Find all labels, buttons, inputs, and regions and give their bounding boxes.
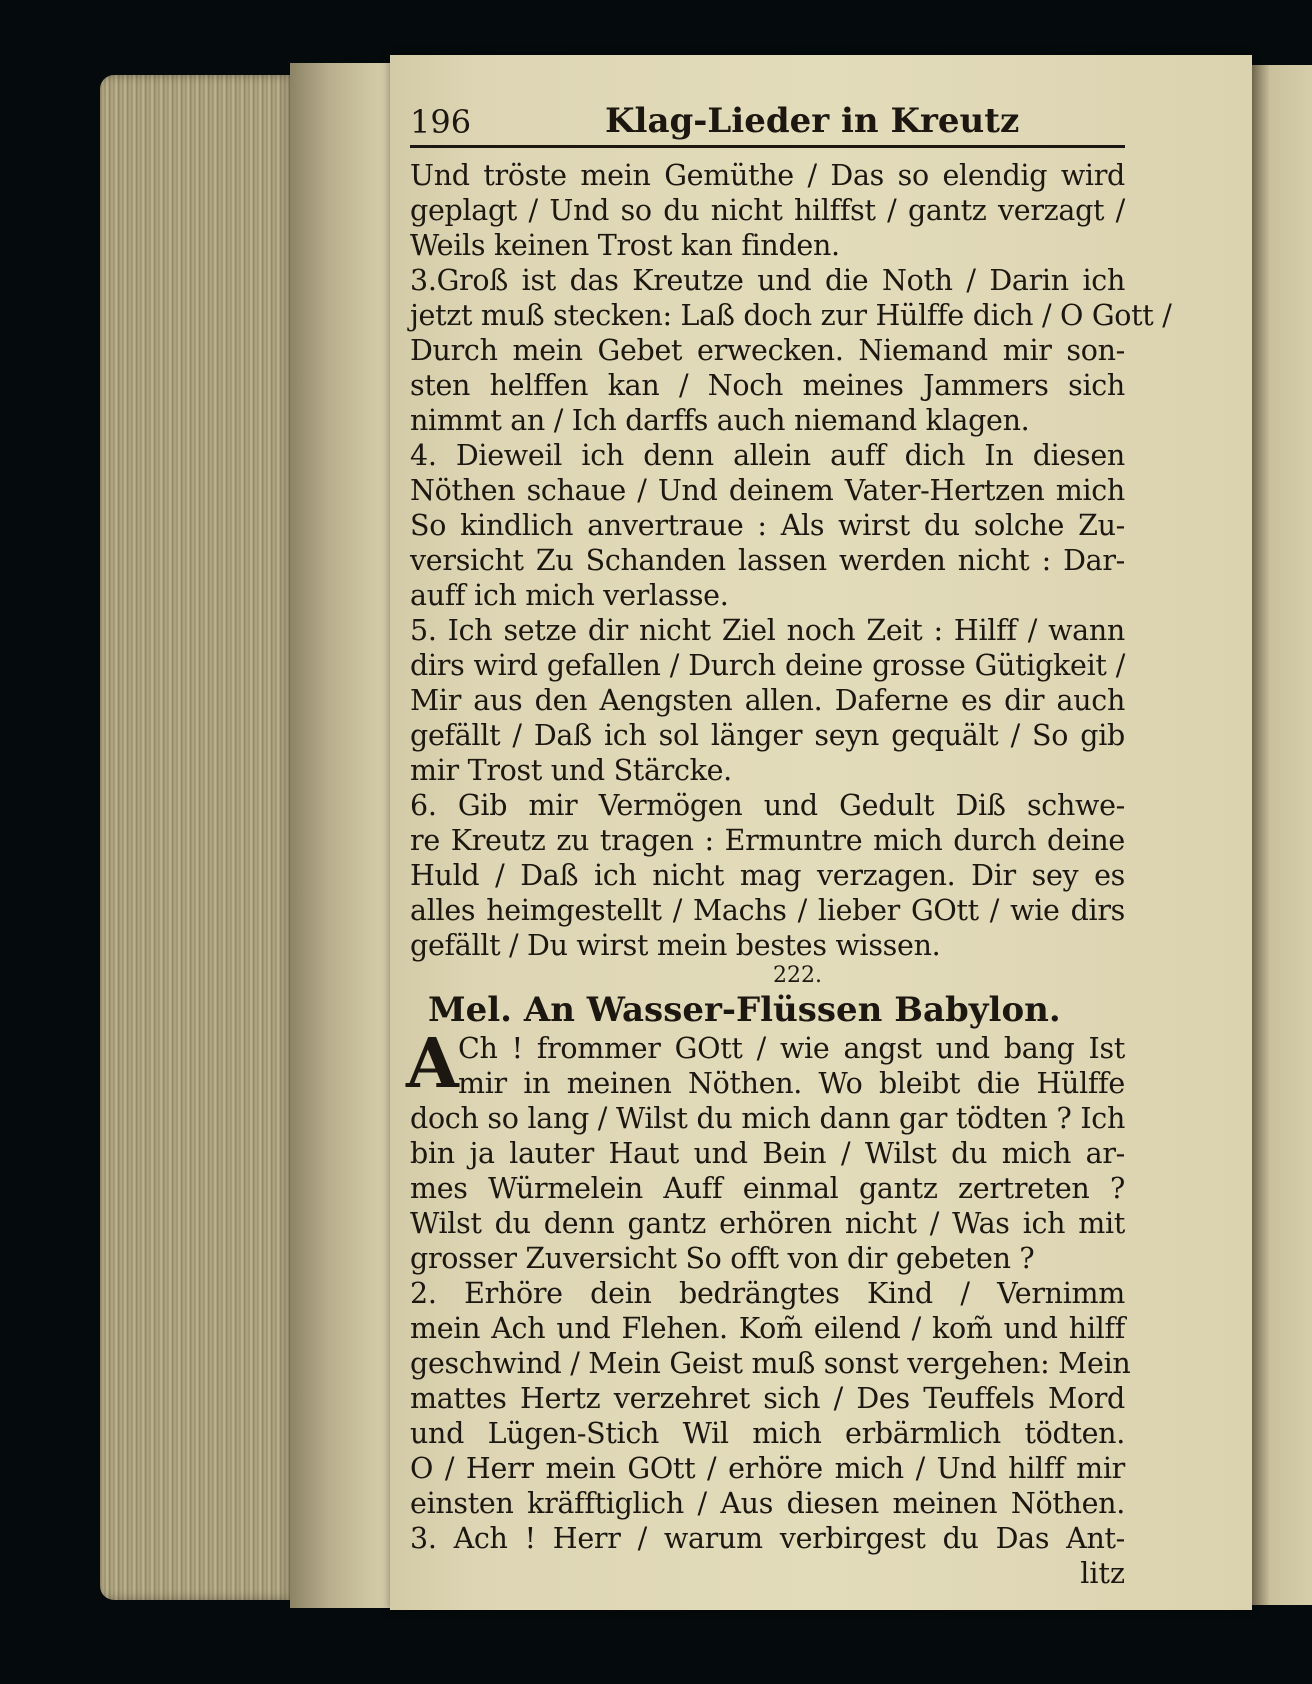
catchword: litz bbox=[1080, 1557, 1125, 1590]
text-line: geschwind / Mein Geist muß sonst vergehen: Mein bbox=[410, 1347, 1131, 1380]
text-line: Mir aus den Aengsten allen. Daferne es dir auch bbox=[410, 684, 1125, 717]
drop-cap-initial: A bbox=[406, 1024, 459, 1104]
text-line: Huld / Daß ich nicht mag verzagen. Dir sey es bbox=[410, 859, 1125, 892]
text-line: Nöthen schaue / Und deinem Vater-Hertzen mich bbox=[410, 474, 1125, 507]
text-line: mattes Hertz verzehret sich / Des Teuffels Mord bbox=[410, 1382, 1125, 1415]
text-line: geplagt / Und so du nicht hilffst / gantz verzagt / bbox=[410, 194, 1125, 227]
running-title: Klag-Lieder in Kreutz bbox=[605, 101, 1020, 141]
text-line: O / Herr mein GOtt / erhöre mich / Und hilff mir bbox=[410, 1452, 1125, 1485]
text-line: Weils keinen Trost kan finden. bbox=[410, 229, 840, 262]
text-line: gefällt / Daß ich sol länger seyn gequält / So gib bbox=[410, 719, 1125, 752]
text-line: So kindlich anvertraue : Als wirst du solche Zu- bbox=[410, 509, 1125, 542]
text-line: sten helffen kan / Noch meines Jammers sich bbox=[410, 369, 1125, 402]
text-line: nimmt an / Ich darffs auch niemand klagen. bbox=[410, 404, 1030, 437]
hymn-222-text bbox=[410, 1066, 1131, 1556]
text-line: Durch mein Gebet erwecken. Niemand mir son- bbox=[410, 334, 1125, 367]
text-line: 2. Erhöre dein bedrängtes Kind / Vernimm bbox=[410, 1277, 1125, 1310]
melody-heading: Mel. An Wasser-Flüssen Babylon. bbox=[428, 990, 1061, 1030]
text-line: alles heimgestellt / Machs / lieber GOtt / wie dirs bbox=[410, 894, 1125, 927]
text-line: 5. Ich setze dir nicht Ziel noch Zeit : Hilff / wann bbox=[410, 614, 1125, 647]
text-line: Wilst du denn gantz erhören nicht / Was ich mit bbox=[410, 1207, 1125, 1240]
page-header bbox=[410, 101, 1125, 148]
text-line: mein Ach und Flehen. Kom̃ eilend / kom̃ und hilff bbox=[410, 1312, 1125, 1345]
text-line: mes Würmelein Auff einmal gantz zertreten ? bbox=[410, 1172, 1125, 1205]
facing-page-edge bbox=[1252, 65, 1312, 1605]
text-line: re Kreutz zu tragen : Ermuntre mich durch deine bbox=[410, 824, 1125, 857]
text-line: versicht Zu Schanden lassen werden nicht : Dar- bbox=[410, 544, 1125, 577]
text-line: mir Trost und Stärcke. bbox=[410, 754, 732, 787]
text-line: bin ja lauter Haut und Bein / Wilst du mich ar- bbox=[410, 1137, 1125, 1170]
text-line: 3.Groß ist das Kreutze und die Noth / Darin ich bbox=[410, 264, 1125, 297]
hymn-221-continuation bbox=[410, 158, 1172, 963]
hymn-number: 222. bbox=[773, 963, 822, 988]
text-line: jetzt muß stecken: Laß doch zur Hülffe dich / O Gott / bbox=[410, 299, 1172, 332]
first-line-text: Ch ! frommer GOtt / wie angst und bang Ist bbox=[458, 1032, 1125, 1065]
text-line: einsten kräfftiglich / Aus diesen meinen Nöthen. bbox=[410, 1487, 1125, 1520]
page-edges bbox=[100, 75, 295, 1600]
text-line: auff ich mich verlasse. bbox=[410, 579, 729, 612]
page-text-block bbox=[406, 101, 1172, 1591]
text-line: 3. Ach ! Herr / warum verbirgest du Das Ant- bbox=[410, 1522, 1125, 1555]
gutter bbox=[290, 63, 400, 1608]
text-line: mir in meinen Nöthen. Wo bleibt die Hülffe bbox=[458, 1067, 1125, 1100]
text-line: grosser Zuversicht So offt von dir gebeten ? bbox=[410, 1242, 1035, 1275]
text-line: gefällt / Du wirst mein bestes wissen. bbox=[410, 929, 941, 962]
text-line: doch so lang / Wilst du mich dann gar tödten ? Ich bbox=[410, 1102, 1125, 1135]
text-line: Und tröste mein Gemüthe / Das so elendig wird bbox=[410, 159, 1125, 192]
text-line: 6. Gib mir Vermögen und Gedult Diß schwe- bbox=[410, 789, 1125, 822]
text-line: dirs wird gefallen / Durch deine grosse Gütigkeit / bbox=[410, 649, 1125, 682]
text-line: 4. Dieweil ich denn allein auff dich In diesen bbox=[410, 439, 1125, 472]
page-number: 196 bbox=[410, 103, 472, 141]
text-line: und Lügen-Stich Wil mich erbärmlich tödten. bbox=[410, 1417, 1125, 1450]
